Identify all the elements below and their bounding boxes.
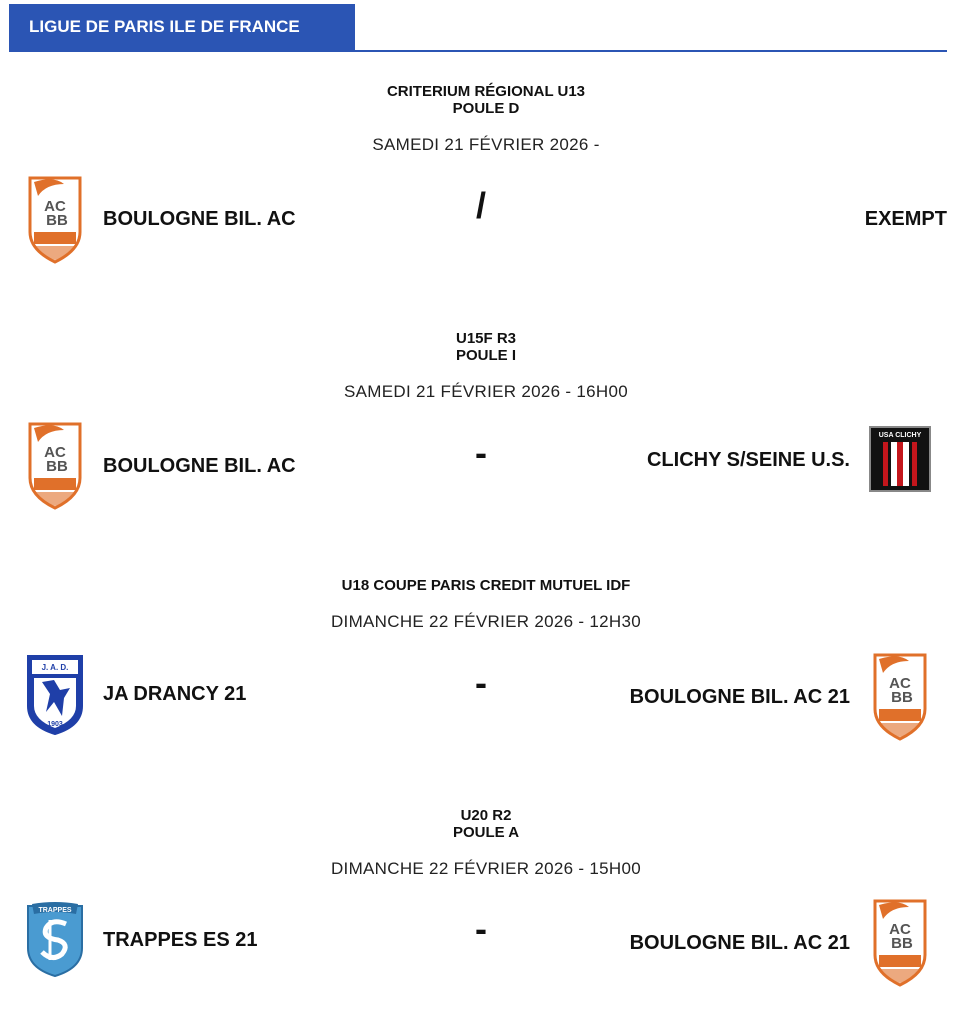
competition-title: U15F R3 POULE I (455, 330, 517, 364)
svg-text:1903: 1903 (47, 721, 63, 728)
league-title: LIGUE DE PARIS ILE DE FRANCE (9, 4, 355, 50)
away-team-name[interactable]: CLICHY S/SEINE U.S. (646, 449, 850, 471)
svg-text:J. A. D.: J. A. D. (41, 663, 69, 672)
match-date: SAMEDI 21 FÉVRIER 2026 - (372, 135, 600, 154)
home-team-name[interactable]: JA DRANCY 21 (103, 683, 247, 705)
match-separator: / (475, 185, 486, 226)
svg-text:BB: BB (891, 935, 913, 952)
match-date: DIMANCHE 22 FÉVRIER 2026 - 15H00 (330, 859, 642, 878)
acbb-crest-icon (869, 651, 931, 741)
match-date: DIMANCHE 22 FÉVRIER 2026 - 12H30 (330, 612, 642, 631)
competition-title: U18 COUPE PARIS CREDIT MUTUEL IDF (341, 577, 631, 594)
svg-text:AC: AC (44, 444, 66, 461)
competition-title: CRITERIUM RÉGIONAL U13 POULE D (386, 83, 586, 117)
header-divider (9, 50, 947, 52)
svg-text:AC: AC (44, 198, 66, 215)
logo-text: USA CLICHY (878, 432, 922, 439)
usa-clichy-crest-icon (869, 426, 931, 492)
league-header (9, 4, 947, 52)
match-date: SAMEDI 21 FÉVRIER 2026 - 16H00 (344, 382, 628, 401)
svg-text:TRAPPES: TRAPPES (38, 907, 72, 914)
match-separator: - (475, 662, 487, 703)
svg-text:BB: BB (891, 689, 913, 706)
svg-text:AC: AC (889, 675, 911, 692)
away-team-name[interactable]: EXEMPT (864, 208, 947, 230)
match-separator: - (475, 432, 487, 473)
match-separator: - (475, 908, 487, 949)
competition-title: U20 R2 POULE A (452, 807, 520, 841)
svg-text:BB: BB (46, 212, 68, 229)
svg-text:BB: BB (46, 458, 68, 475)
away-team-name[interactable]: BOULOGNE BIL. AC 21 (629, 686, 850, 708)
home-team-name[interactable]: BOULOGNE BIL. AC (103, 455, 296, 477)
svg-text:AC: AC (889, 921, 911, 938)
home-team-name[interactable]: BOULOGNE BIL. AC (103, 208, 296, 230)
home-team-name[interactable]: TRAPPES ES 21 (103, 929, 258, 951)
away-team-name[interactable]: BOULOGNE BIL. AC 21 (629, 932, 850, 954)
acbb-crest-icon (869, 897, 931, 987)
